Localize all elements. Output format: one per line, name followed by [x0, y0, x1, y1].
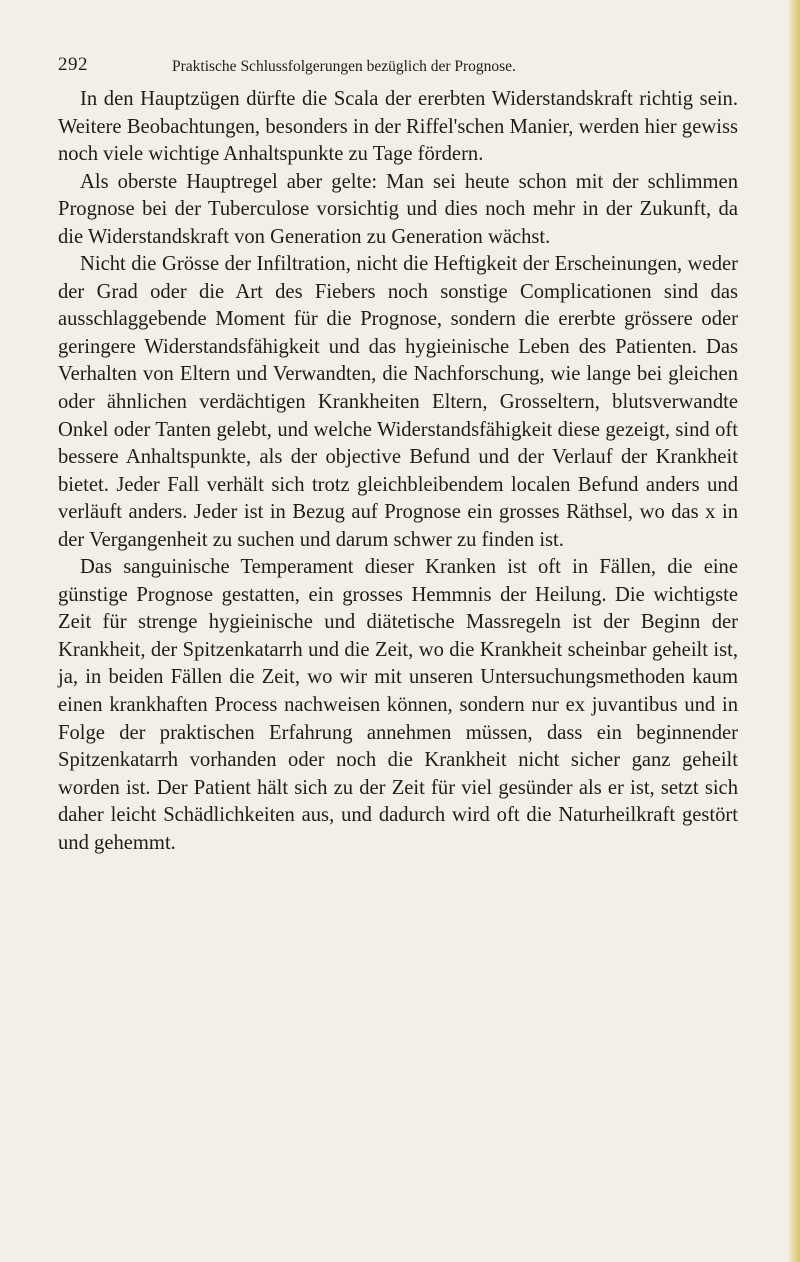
book-page	[58, 52, 738, 857]
paragraph-hauptregel: Als oberste Hauptregel aber gelte: Man sei heute schon mit der schlimmen Prognose bei der Tuberculose vorsichtig und dies noch mehr in der Zukunft, da die Widerstandskraft von Generation zu Generation wächst.	[58, 170, 738, 248]
page-header	[58, 52, 738, 86]
paragraph-infiltration: Nicht die Grösse der Infiltration, nicht die Heftigkeit der Erscheinungen, weder der Grad oder die Art des Fiebers noch sonstige Complicationen sind das ausschlaggebende Moment für die Prognose, sondern die ererbte grössere oder geringere Widerstandsfähigkeit und das hygieinische Leben des Patienten. Das Verhalten von Eltern und Verwandten, die Nachforschung, wie lange bei gleichen oder ähnlichen verdächtigen Krankheiten Eltern, Grosseltern, blutsverwandte Onkel oder Tanten gelebt, und welche Widerstandsfähigkeit diese gezeigt, sind oft bessere Anhaltspunkte, als der objective Befund und der Verlauf der Krankheit bietet. Jeder Fall verhält sich trotz gleichbleibendem localen Befund anders und verläuft anders. Jeder ist in Bezug auf Prognose ein grosses Räthsel, wo das x in der Vergangenheit zu suchen und darum schwer zu finden ist.	[58, 253, 738, 551]
paragraph-temperament: Das sanguinische Temperament dieser Kranken ist oft in Fällen, die eine günstige Prognose gestatten, ein grosses Hemmnis der Heilung. Die wichtigste Zeit für strenge hygieinische und diätetische Massregeln ist der Beginn der Krankheit, der Spitzenkatarrh und die Zeit, wo die Krankheit scheinbar geheilt ist, ja, in beiden Fällen die Zeit, wo wir mit unseren Untersuchungsmethoden kaum einen krankhaften Process nachweisen können, sondern nur ex juvantibus und in Folge der praktischen Erfahrung annehmen müssen, dass ein beginnender Spitzenkatarrh vorhanden oder noch die Krankheit nicht sicher ganz geheilt worden ist. Der Patient hält sich zu der Zeit für viel gesünder als er ist, setzt sich daher leicht Schädlichkeiten aus, und dadurch wird oft die Naturheilkraft gestört und gehemmt.	[58, 556, 738, 854]
body-text	[58, 86, 738, 857]
paragraph-scala: In den Hauptzügen dürfte die Scala der ererbten Widerstandskraft richtig sein. Weitere Beobachtungen, besonders in der Riffel'schen Manier, werden hier gewiss noch viele wichtige Anhaltspunkte zu Tage fördern.	[58, 88, 738, 166]
page-number: 292	[58, 54, 88, 75]
page-edge-shading	[788, 0, 800, 1262]
running-head: Praktische Schlussfolgerungen bezüglich der Prognose.	[172, 58, 516, 75]
